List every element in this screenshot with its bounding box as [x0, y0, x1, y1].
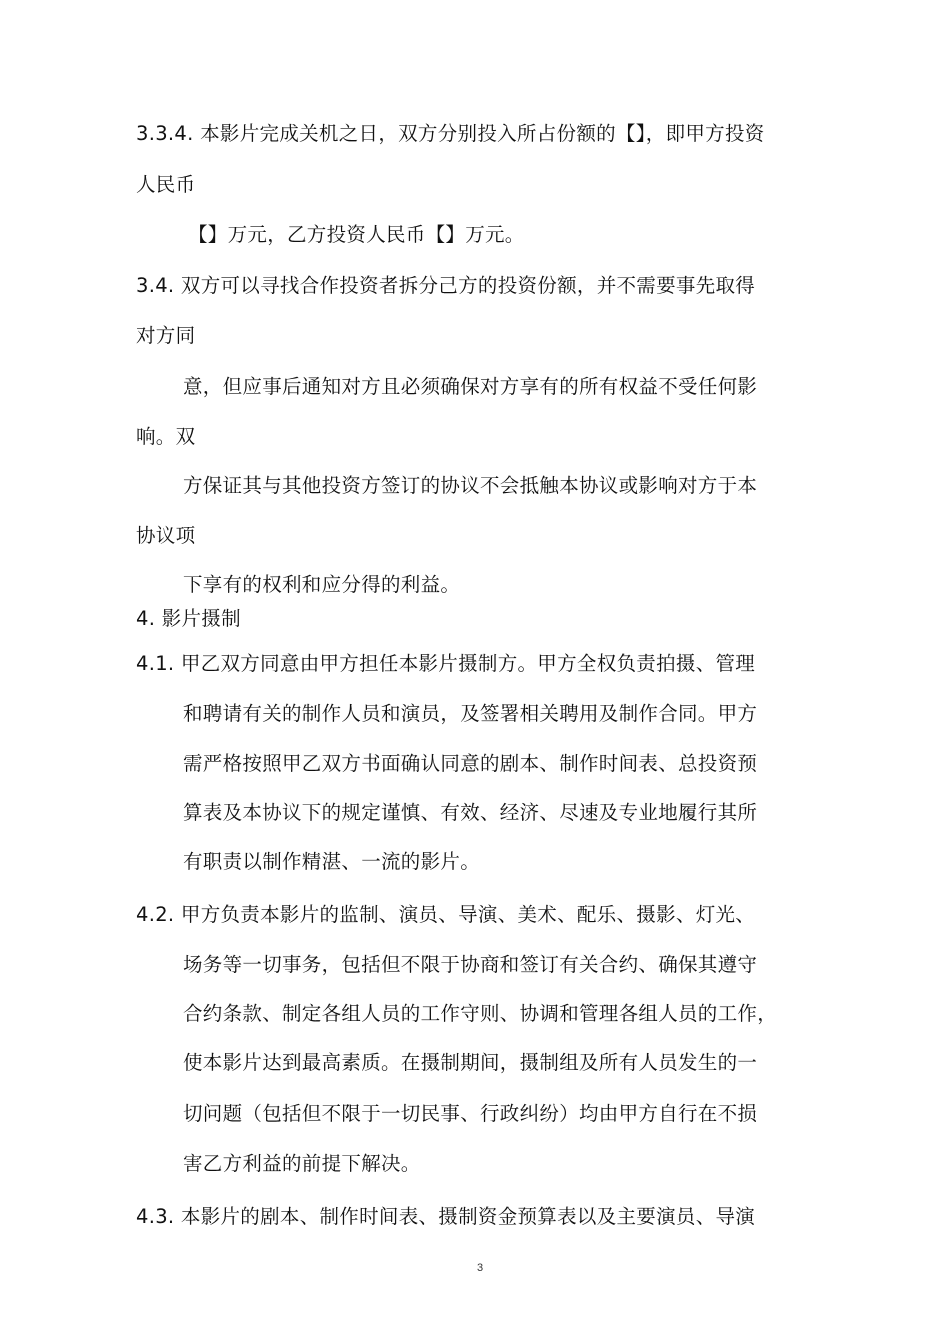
text-line: 4.2. 甲方负责本影片的监制、演员、导演、美术、配乐、摄影、灯光、 [136, 903, 756, 926]
text-line: 场务等一切事务，包括但不限于协商和签订有关合约、确保其遵守 [183, 953, 758, 976]
text-line: 需严格按照甲乙双方书面确认同意的剧本、制作时间表、总投资预 [183, 752, 758, 775]
text-line: 切问题（包括但不限于一切民事、行政纠纷）均由甲方自行在不损 [183, 1102, 758, 1125]
text-line: 有职责以制作精湛、一流的影片。 [183, 850, 481, 873]
text-line: 害乙方利益的前提下解决。 [183, 1152, 421, 1175]
text-line: 方保证其与其他投资方签订的协议不会抵触本协议或影响对方于本 [183, 474, 758, 497]
text-line: 3.4. 双方可以寻找合作投资者拆分己方的投资份额，并不需要事先取得 [136, 274, 756, 297]
text-line: 合约条款、制定各组人员的工作守则、协调和管理各组人员的工作， [183, 1002, 778, 1025]
text-line: 算表及本协议下的规定谨慎、有效、经济、尽速及专业地履行其所 [183, 801, 758, 824]
text-line: 对方同 [136, 324, 196, 347]
text-line: 协议项 [136, 524, 196, 547]
text-line: 使本影片达到最高素质。在摄制期间，摄制组及所有人员发生的一 [183, 1051, 758, 1074]
page-number: 3 [476, 1262, 484, 1274]
text-line: 【】万元，乙方投资人民币【】万元。 [188, 223, 525, 246]
text-line: 3.3.4. 本影片完成关机之日，双方分别投入所占份额的【】，即甲方投资 [136, 122, 765, 145]
text-line: 响。双 [136, 425, 196, 448]
text-line: 人民币 [136, 173, 196, 196]
text-line: 和聘请有关的制作人员和演员，及签署相关聘用及制作合同。甲方 [183, 702, 758, 725]
text-line: 下享有的权利和应分得的利益。 [183, 573, 461, 596]
text-line: 4.3. 本影片的剧本、制作时间表、摄制资金预算表以及主要演员、导演 [136, 1205, 756, 1228]
text-line: 4.1. 甲乙双方同意由甲方担任本影片摄制方。甲方全权负责拍摄、管理 [136, 652, 756, 675]
text-line: 意，但应事后通知对方且必须确保对方享有的所有权益不受任何影 [183, 375, 758, 398]
section-heading: 4. 影片摄制 [136, 607, 241, 630]
